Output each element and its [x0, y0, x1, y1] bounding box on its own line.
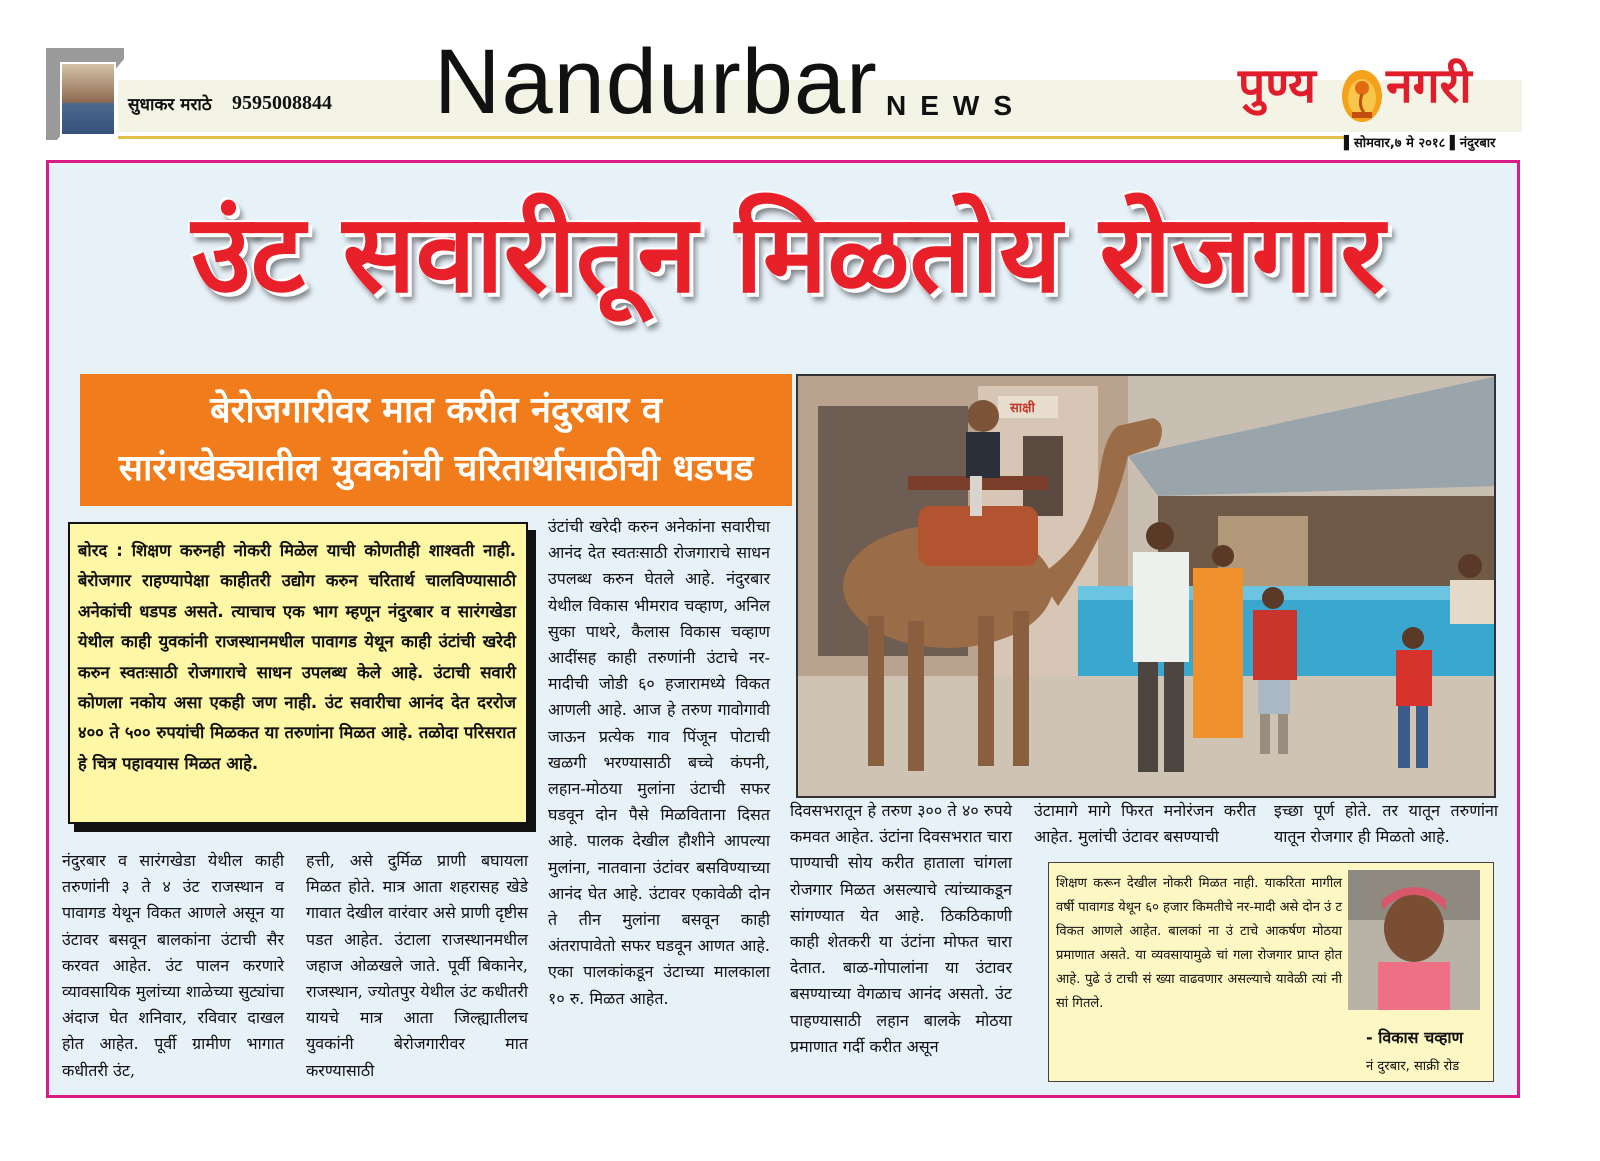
header-divider	[118, 136, 1348, 139]
subhead-line-1: बेरोजगारीवर मात करीत नंदुरबार व	[210, 390, 662, 431]
body-column-1: नंदुरबार व सारंगखेडा येथील काही तरुणांनी ३ ते ४ उंट राजस्थान व पावागड येथून विकत आणले असून या उंटावर बसवून बालकांना उंटाची सैर करवत आहेत. उंट पालन करणारे व्यावसायिक मुलांच्या शाळेच्या सुट्यांचा अंदाज घेत शनिवार, रविवार दाखल होत आहेत. पूर्वी ग्रामीण भागात कधीतरी उंट,	[62, 851, 284, 1080]
body-column-4: दिवसभरातून हे तरुण ३०० ते ४० रुपये कमवत आहेत. उंटांना दिवसभरात चारा पाण्याची सोय करीत हाताला चांगला रोजगार मिळत असल्याचे त्यांच्याकडून सांगण्यात येत आहे. ठिकठिकाणी काही शेतकरी या उंटांना मोफत चारा देतात. बाळ-गोपालांना या उंटावर बसण्याच्या वेगळाच आनंद असतो. उंट पाहण्यासाठी लहान बालके मोठया प्रमाणात गर्दी करीत असून	[790, 801, 1012, 1056]
section-subtitle: NEWS	[886, 90, 1026, 121]
edition-dateline: ▌सोमवार,७ मे २०१८ ▌नंदुरबार	[1344, 136, 1496, 151]
body-column-2: हत्ती, असे दुर्मिळ प्राणी बघायला मिळत होते. मात्र आता शहरासह खेडे गावात देखील वारंवार असे प्राणी दृष्टीस पडत आहेत. उंटाला राजस्थानमधील जहाज ओळखले जाते. पूर्वी बिकानेर, राजस्थान, ज्योतपुर येथील उंट कधीतरी यायचे मात्र आता जिल्ह्यातीलच युवकांनी बेरोजगारीवर मात करण्यासाठी	[306, 851, 528, 1080]
headline: उंट सवारीतून मिळतोय रोजगार	[191, 192, 1385, 317]
ganesha-icon	[1340, 66, 1384, 124]
reporter-name: सुधाकर मराठे	[128, 95, 212, 115]
quote-author: - विकास चव्हाण	[1366, 1028, 1464, 1047]
reporter-phone: 9595008844	[232, 92, 332, 114]
body-column-5: उंटामागे मागे फिरत मनोरंजन करीत आहेत. मुलांची उंटावर बसण्याची	[1034, 801, 1256, 847]
body-column-3: उंटांची खरेदी करुन अनेकांना सवारीचा आनंद देत स्वतःसाठी रोजगाराचे साधन उपलब्ध करुन घेतले आहे. नंदुरबार येथील विकास भीमराव चव्हाण, अनिल सुका पाथरे, कैलास विकास चव्हाण आदींसह काही तरुणांनी उंटाचे नर-मादीची जोडी ६० हजारामध्ये विकत आणली आहे. आज हे तरुण गावोगावी जाऊन प्रत्येक गाव पिंजून पोटाची खळगी भरण्यासाठी बच्चे कंपनी, लहान-मोठया मुलांना उंटाची सफर घडवून दोन पैसे मिळविताना दिसत आहे. पालक देखील हौशीने आपल्या मुलांना, नातवाना उंटांवर बसविण्याच्या आनंद घेत आहे. उंटावर एकावेळी दोन ते तीन मुलांना बसवून काही अंतरापावेतो सफर घडवून आणत आहे. एका पालकांकडून उंटाच्या मालकाला १० रु. मिळत आहेत.	[548, 517, 770, 1008]
quote-author-place: नं दुरबार, साक्री रोड	[1366, 1059, 1460, 1074]
subhead-line-2: सारंगखेड्यातील युवकांची चरितार्थासाठीची धडपड	[118, 448, 754, 489]
quote-text: शिक्षण करून देखील नोकरी मिळत नाही. याकरिता मागील वर्षी पावागड येथून ६० हजार किमतीचे नर-मादी असे दोन उं ट विकत आणले आहेत. बालकां ना उं टाचे आकर्षण मोठया प्रमाणात असते. या व्यवसायामुळे चां गला रोजगार प्राप्त होत आहे. पुढे उं टाची सं ख्या वाढवणार असल्याचे यावेळी त्यां नी सां गितले.	[1056, 876, 1342, 1011]
paper-name-part1: पुण्य	[1238, 58, 1316, 114]
body-column-6: इच्छा पूर्ण होते. तर यातून तरुणांना यातून रोजगार ही मिळतो आहे.	[1274, 801, 1498, 847]
reporter-photo	[60, 62, 116, 136]
camel-ride-photo	[796, 374, 1496, 798]
shop-sign: साक्षी	[1010, 401, 1035, 416]
paper-name-part2: नगरी	[1386, 58, 1472, 114]
intro-paragraph: बोरद : शिक्षण करुनही नोकरी मिळेल याची कोणतीही शाश्वती नाही. बेरोजगार राहण्यापेक्षा काहीतरी उद्योग करुन चरितार्थ चालविण्यासाठी अनेकांची धडपड असते. त्याचाच एक भाग म्हणून नंदुरबार व सारंगखेडा येथील काही युवकांनी राजस्थानमधील पावागड येथून काही उंटांची खरेदी करुन स्वतःसाठी रोजगाराचे साधन उपलब्ध केले आहे. उंटाची सवारी कोणला नकोय असा एकही जण नाही. उंट सवारीचा आनंद देत दररोज ४०० ते ५०० रुपयांची मिळकत या तरुणांना मिळत आहे. तळोदा परिसरात हे चित्र पहावयास मिळत आहे.	[78, 541, 516, 773]
quote-author-photo	[1348, 870, 1480, 1010]
section-title: Nandurbar	[434, 31, 878, 133]
